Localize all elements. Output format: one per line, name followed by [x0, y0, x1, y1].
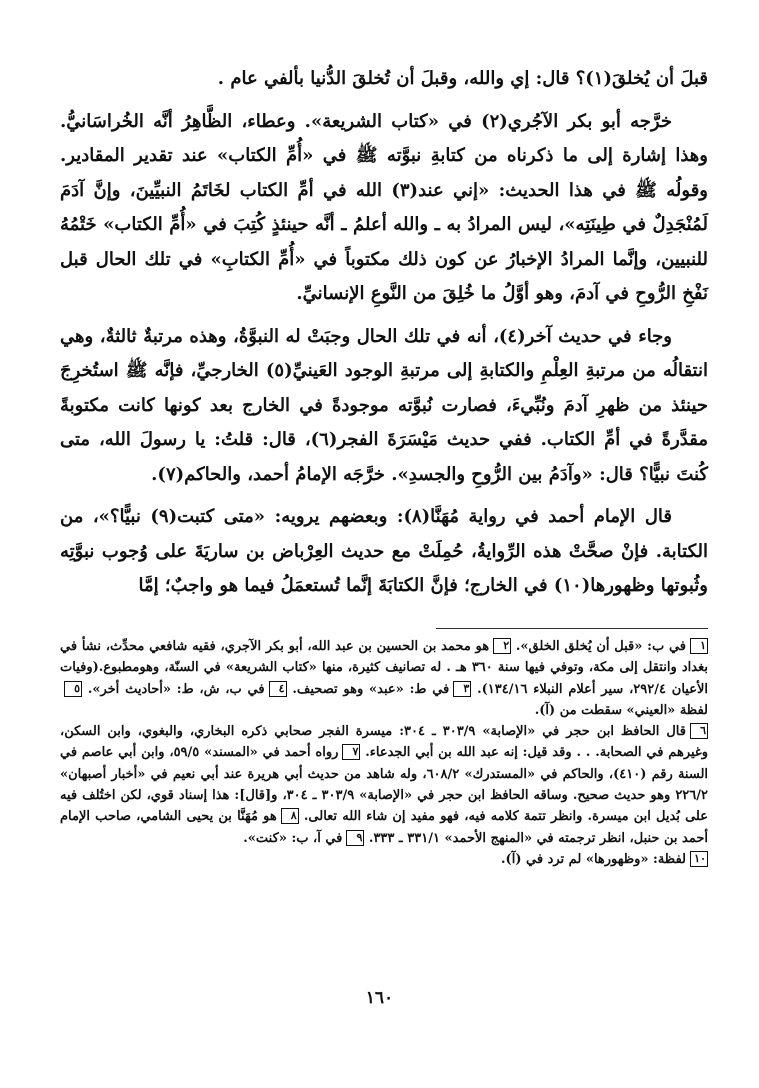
- footnote-number: ٤: [269, 681, 287, 697]
- footnote-number: ٩: [346, 830, 364, 846]
- paragraph: قبلَ أن يُخلقَ(١)؟ قال: إي والله، وقبلَ أن تُخلقَ الدُّنيا بألفي عام .: [217, 68, 708, 89]
- footnote-text: في ط: «عبد» وهو تصحيف.: [292, 681, 450, 697]
- paragraph: قال الإمام أحمد في رواية مُهَنَّا(٨): وبعضهم يرويه: «متى كتبت(٩) نبيًّا؟»، من الكتابة. فإنْ صحَّتْ هذه الرِّوايةُ، حُمِلَتْ مع حديث العِرْباض بن ساريَةَ على وُجوب نبوَّتِه وثُبوتها وظهورها(١٠) في الخارج؛ فإنَّ الكتابَةَ إنَّما تُستعمَلُ فيما هو واجبٌ؛ إمَّا: [60, 506, 708, 596]
- page-number: ١٦٠: [365, 988, 394, 1008]
- footnote-number: ٣: [453, 681, 471, 697]
- footnotes: [60, 636, 708, 870]
- footnote-text: لفظة: «وظهورها» لم ترد في (آ).: [501, 851, 686, 867]
- footnote-text: لفظة «العيني» سقطت من (آ).: [534, 702, 708, 718]
- paragraph: وجاء في حديث آخر(٤)، أنه في تلك الحال وجبَتْ له النبوَّةُ، وهذه مرتبةٌ ثالثةٌ، وهي انتقالُه من مرتبةِ العِلْمِ والكتابةِ إلى مرتبةِ الوجود العَينيِّ(٥) الخارجيِّ، فإنَّه ﷺ استُخرِجَ حينئذ من ظهرِ آدمَ ونُبِّيءَ، فصارت نُبوَّته موجودةً في الخارج بعد كونها كانت مكتوبةً مقدَّرةً في أمِّ الكتاب. ففي حديث مَيْسَرَةَ الفجر(٦)، قال: قلتُ: يا رسولَ الله، متى كُنتَ نبيًّا؟ قال: «وآدَمُ بين الرُّوحِ والجسدِ». خرَّجَه الإمامُ أحمد، والحاكم(٧).: [60, 325, 708, 485]
- footnote-text: هو محمد بن الحسين بن عبد الله، أبو بكر الآجري، فقيه شافعي محدِّث، نشأ في بغداد وانتقل إلى مكة، وتوفي فيها سنة ٣٦٠ هـ . له تصانيف كثيرة، منها «كتاب الشريعة» في السنّة، وهومطبوع.(وفيات الأعيان ٢٩٢/٤، سير أعلام النبلاء ١٣٤/١٦).: [60, 639, 708, 697]
- footnote-text: هو مُهَنَّا بن يحيى الشامي، صاحب الإمام أحمد بن حنبل، انظر ترجمته في «المنهج الأحمد» ٣٣١/١ ـ ٣٣٣.: [60, 809, 708, 846]
- footnote-divider: [436, 628, 708, 629]
- paragraph: خرَّجه أبو بكر الآجُري(٢) في «كتاب الشريعة». وعطاء، الظَّاهِرُ أنَّه الخُراسَانيُّ. وهذا إشارة إلى ما ذكرناه من كتابةِ نبوَّته ﷺ في «أُمِّ الكتاب» عند تقدير المقادير. وقولُه ﷺ في هذا الحديث: «إني عند(٣) الله في أمِّ الكتاب لخَاتَمُ النبيِّينَ، وإنَّ آدَمَ لَمُنْجَدِلٌ في طِينَتِه»، ليس المرادُ به ـ والله أعلمُ ـ أنَّه حينئذٍ كُتِبَ في «أُمِّ الكتاب» خَتْمُهُ للنبيين، وإنَّما المرادُ الإخبارُ عن كون ذلك مكتوباً في «أُمِّ الكتابِ» في تلك الحال قبل نَفْخِ الرُّوحِ في آدمَ، وهو أوَّلُ ما خُلِقَ من النَّوعِ الإنسانيِّ.: [60, 110, 708, 304]
- footnote-number: ٢: [493, 638, 511, 654]
- footnote-text: قال الحافظ ابن حجر في «الإصابة» ٣٠٣/٩ ـ ٣٠٤: ميسرة الفجر صحابي ذكره البخاري، والبغوي، وابن السكن، وغيرهم في الصحابة. . . وقد قيل: إنه عبد الله بن أبي الجدعاء.: [60, 724, 708, 761]
- footnote-number: ٦: [690, 723, 708, 739]
- footnote-text: في آ، ب: «كنت».: [243, 830, 343, 846]
- footnote-number: ٨: [281, 808, 299, 824]
- footnote-number: ٧: [342, 744, 360, 760]
- main-text: [60, 62, 708, 604]
- footnote-block: [60, 849, 708, 870]
- footnote-text: في ب، ش، ط: «أحاديث أخر».: [87, 681, 265, 697]
- footnote-text: في ب: «قبل أن يُخلق الخلق».: [515, 639, 686, 654]
- footnote-number: ١٠: [690, 851, 708, 867]
- footnote-number: ٥: [64, 681, 82, 697]
- footnote-text: رواه أحمد في «المسند» ٥٩/٥، وابن أبي عاصم في السنة رقم (٤١٠)، والحاكم في «المستدرك» ٦٠٨/٢، وله شاهد من حديث أبي هريرة عند أبي نعيم في «أخبار أصبهان» ٢٢٦/٢ وهو حديث صحيح. وساقه الحافظ ابن حجر في «الإصابة» ٣٠٣/٩ ـ ٣٠٤، و[قال]: هذا إسناد قوي، لكن اختُلف فيه على بُديل ابن ميسرة. وانظر تتمة كلامه فيه، فهو مفيد إن شاء الله تعالى.: [60, 745, 709, 825]
- footnote-number: ١: [690, 638, 708, 654]
- footnote-block: [60, 636, 708, 721]
- footnote-block: [60, 721, 708, 849]
